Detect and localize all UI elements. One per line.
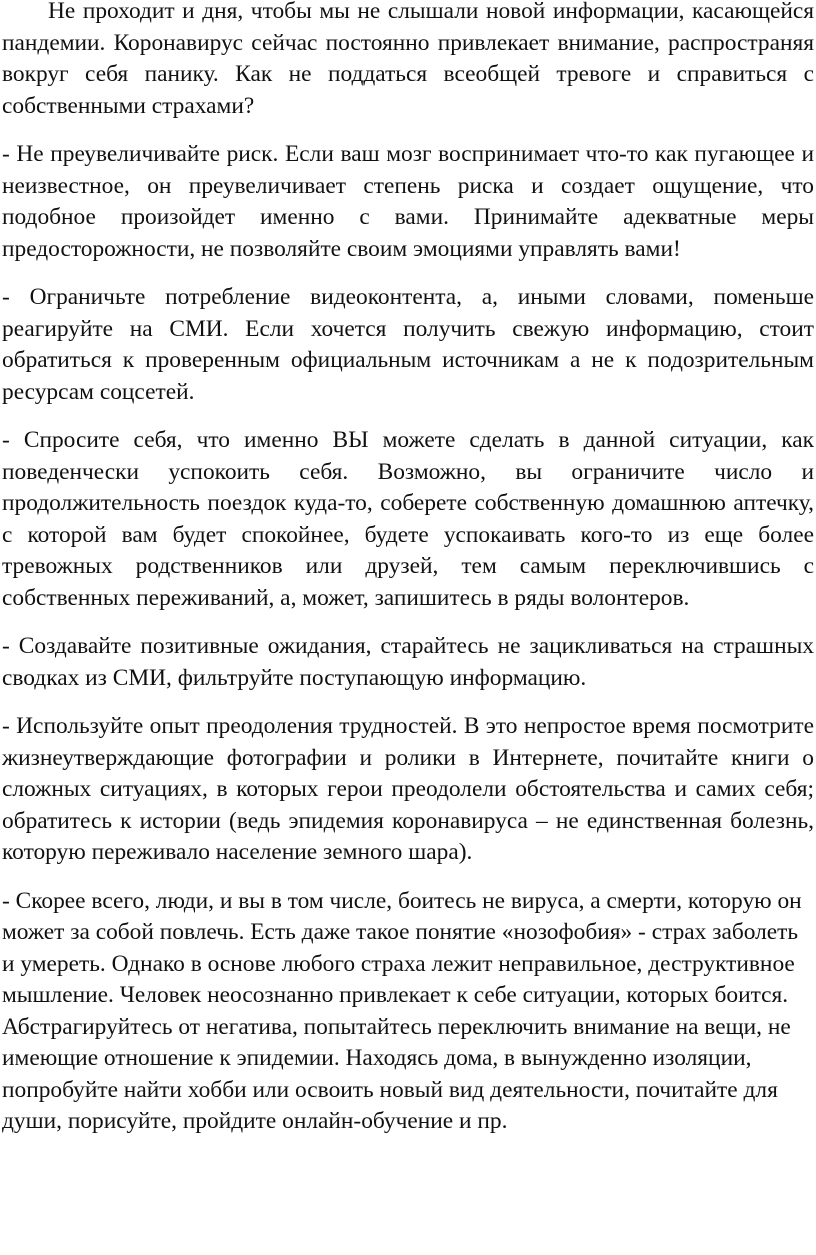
- tip-paragraph-risk: - Не преувеличивайте риск. Если ваш мозг воспринимает что-то как пугающее и неизвестное, он преувеличивает степень риска и создает ощущение, что подобное произойдет именно с вами. Принимайте адекватные меры предосторожности, не позволяйте своим эмоциями управлять вами!: [2, 141, 814, 262]
- intro-paragraph: Не проходит и дня, чтобы мы не слышали новой информации, касающейся пандемии. Коронавирус сейчас постоянно привлекает внимание, распространяя вокруг себя панику. Как не поддаться всеобщей тревоге и справиться с собственными страхами?: [2, 0, 814, 119]
- tip-paragraph-fear: - Скорее всего, люди, и вы в том числе, боитесь не вируса, а смерти, которую он может за собой повлечь. Есть даже такое понятие «нозофобия» - страх заболеть и умереть. Однако в основе любого страха лежит неправильное, деструктивное мышление. Человек неосознанно привлекает к себе ситуации, которых боится. Абстрагируйтесь от негатива, попытайтесь переключить внимание на вещи, не имеющие отношение к эпидемии. Находясь дома, в вынужденно изоляции, попробуйте найти хобби или освоить новый вид деятельности, почитайте для души, порисуйте, пройдите онлайн-обучение и пр.: [2, 887, 802, 1134]
- tip-paragraph-actions: - Спросите себя, что именно ВЫ можете сделать в данной ситуации, как поведенчески успокоить себя. Возможно, вы ограничите число и продолжительность поездок куда-то, соберете собственную домашнюю аптечку, с которой вам будет спокойнее, будете успокаивать кого-то из еще более тревожных родственников или друзей, тем самым переключившись с собственных переживаний, а, может, запишитесь в ряды волонтеров.: [2, 427, 814, 611]
- tip-paragraph-positive: - Создавайте позитивные ожидания, старайтесь не зацикливаться на страшных сводках из СМИ, фильтруйте поступающую информацию.: [2, 633, 814, 691]
- tip-paragraph-media: - Ограничьте потребление видеоконтента, а, иными словами, поменьше реагируйте на СМИ. Если хочется получить свежую информацию, стоит обратиться к проверенным официальным источникам а не к подозрительным ресурсам соцсетей.: [2, 284, 814, 405]
- tip-paragraph-experience: - Используйте опыт преодоления трудностей. В это непростое время посмотрите жизнеутверждающие фотографии и ролики в Интернете, почитайте книги о сложных ситуациях, в которых герои преодолели обстоятельства и самих себя; обратитесь к истории (ведь эпидемия коронавируса – не единственная болезнь, которую переживало население земного шара).: [2, 713, 814, 865]
